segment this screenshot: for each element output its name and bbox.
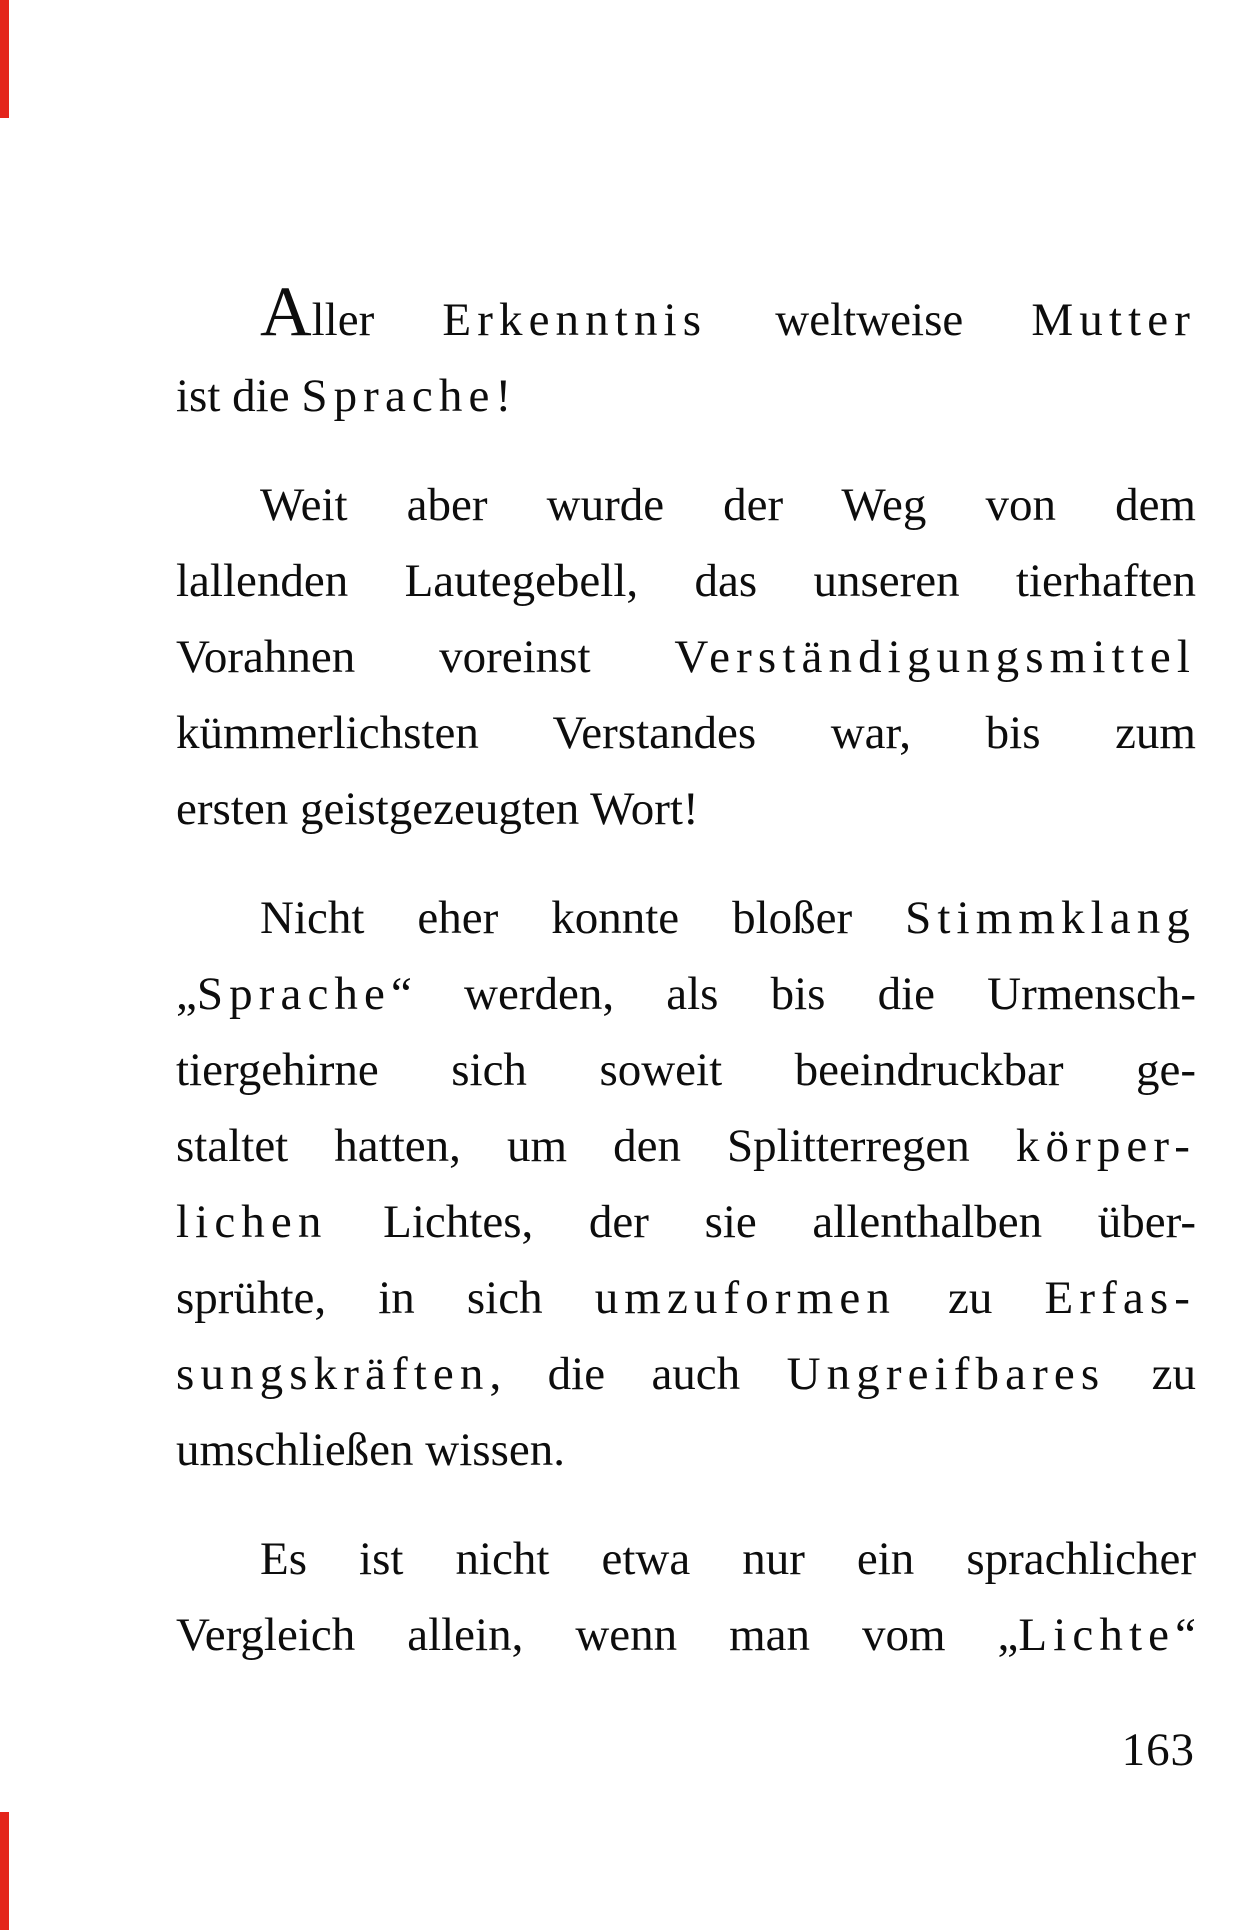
text-segment: , die auch — [489, 1348, 787, 1400]
text-segment: Lichtes, der sie allenthalben über- — [327, 1196, 1196, 1248]
text-line — [176, 272, 1196, 358]
text-segment: körper- — [1015, 1120, 1196, 1172]
text-segment: Ungreifbares — [786, 1348, 1106, 1400]
text-line — [176, 880, 1196, 956]
text-segment: Lichte — [1018, 1609, 1176, 1661]
page-number: 163 — [1121, 1724, 1195, 1776]
text-line — [176, 543, 1196, 619]
text-segment: tiergehirne sich soweit beeindruckbar ge- — [176, 1044, 1196, 1096]
text-segment: ller — [311, 294, 443, 346]
text-segment: Verständigungsmittel — [674, 631, 1196, 683]
text-line — [176, 1032, 1196, 1108]
paragraph — [176, 880, 1196, 1488]
text-line — [176, 1521, 1196, 1597]
text-line — [176, 956, 1196, 1032]
text-segment: Stimmklang — [905, 892, 1196, 944]
scan-edge-artifact-bottom — [0, 1812, 9, 1930]
text-segment: Sprache — [301, 370, 496, 422]
text-segment: ersten geistgezeugten Wort! — [176, 783, 699, 835]
scan-edge-artifact-top — [0, 0, 9, 118]
text-line — [176, 467, 1196, 543]
paragraph — [176, 1521, 1196, 1673]
text-line — [176, 1184, 1196, 1260]
paragraph — [176, 467, 1196, 847]
text-segment: „ — [176, 968, 197, 1020]
text-segment: “ werden, als bis die Urmensch- — [391, 968, 1196, 1020]
text-segment: Es ist nicht etwa nur ein sprachlicher — [260, 1533, 1196, 1585]
text-line — [176, 695, 1196, 771]
text-segment: lallenden Lautegebell, das unseren tierhaften — [176, 555, 1196, 607]
text-segment: umzuformen — [594, 1272, 896, 1324]
text-segment: umschließen wissen. — [176, 1424, 565, 1476]
text-segment: sprühte, in sich — [176, 1272, 595, 1324]
text-segment: kümmerlichsten Verstandes war, bis zum — [176, 707, 1196, 759]
text-line — [176, 771, 1196, 847]
text-segment: Weit aber wurde der Weg von dem — [260, 479, 1196, 531]
text-segment: zu — [895, 1272, 1045, 1324]
text-segment: “ — [1175, 1609, 1196, 1661]
text-line — [176, 1108, 1196, 1184]
drop-cap-initial: A — [260, 272, 312, 351]
text-segment: Vorahnen voreinst — [176, 631, 675, 683]
text-segment: Nicht eher konnte bloßer — [260, 892, 906, 944]
text-segment: Vergleich allein, wenn man vom „ — [176, 1609, 1019, 1661]
text-segment: zu — [1105, 1348, 1196, 1400]
text-segment: lichen — [176, 1196, 328, 1248]
text-segment: ! — [495, 370, 512, 422]
text-line — [176, 1260, 1196, 1336]
text-segment: ist die — [176, 370, 302, 422]
text-line — [176, 1597, 1196, 1673]
text-segment: Mutter — [1031, 294, 1196, 346]
paragraph — [176, 272, 1196, 434]
text-segment: Erkenntnis — [442, 294, 708, 346]
text-line — [176, 1336, 1196, 1412]
text-segment: sungskräften — [176, 1348, 490, 1400]
text-segment: Sprache — [196, 968, 392, 1020]
text-segment: Erfas- — [1044, 1272, 1196, 1324]
text-segment: staltet hatten, um den Splitterregen — [176, 1120, 1016, 1172]
text-line — [176, 1412, 1196, 1488]
text-line — [176, 358, 1196, 434]
text-segment: weltweise — [707, 294, 1032, 346]
text-block — [176, 272, 1196, 1706]
text-line — [176, 619, 1196, 695]
